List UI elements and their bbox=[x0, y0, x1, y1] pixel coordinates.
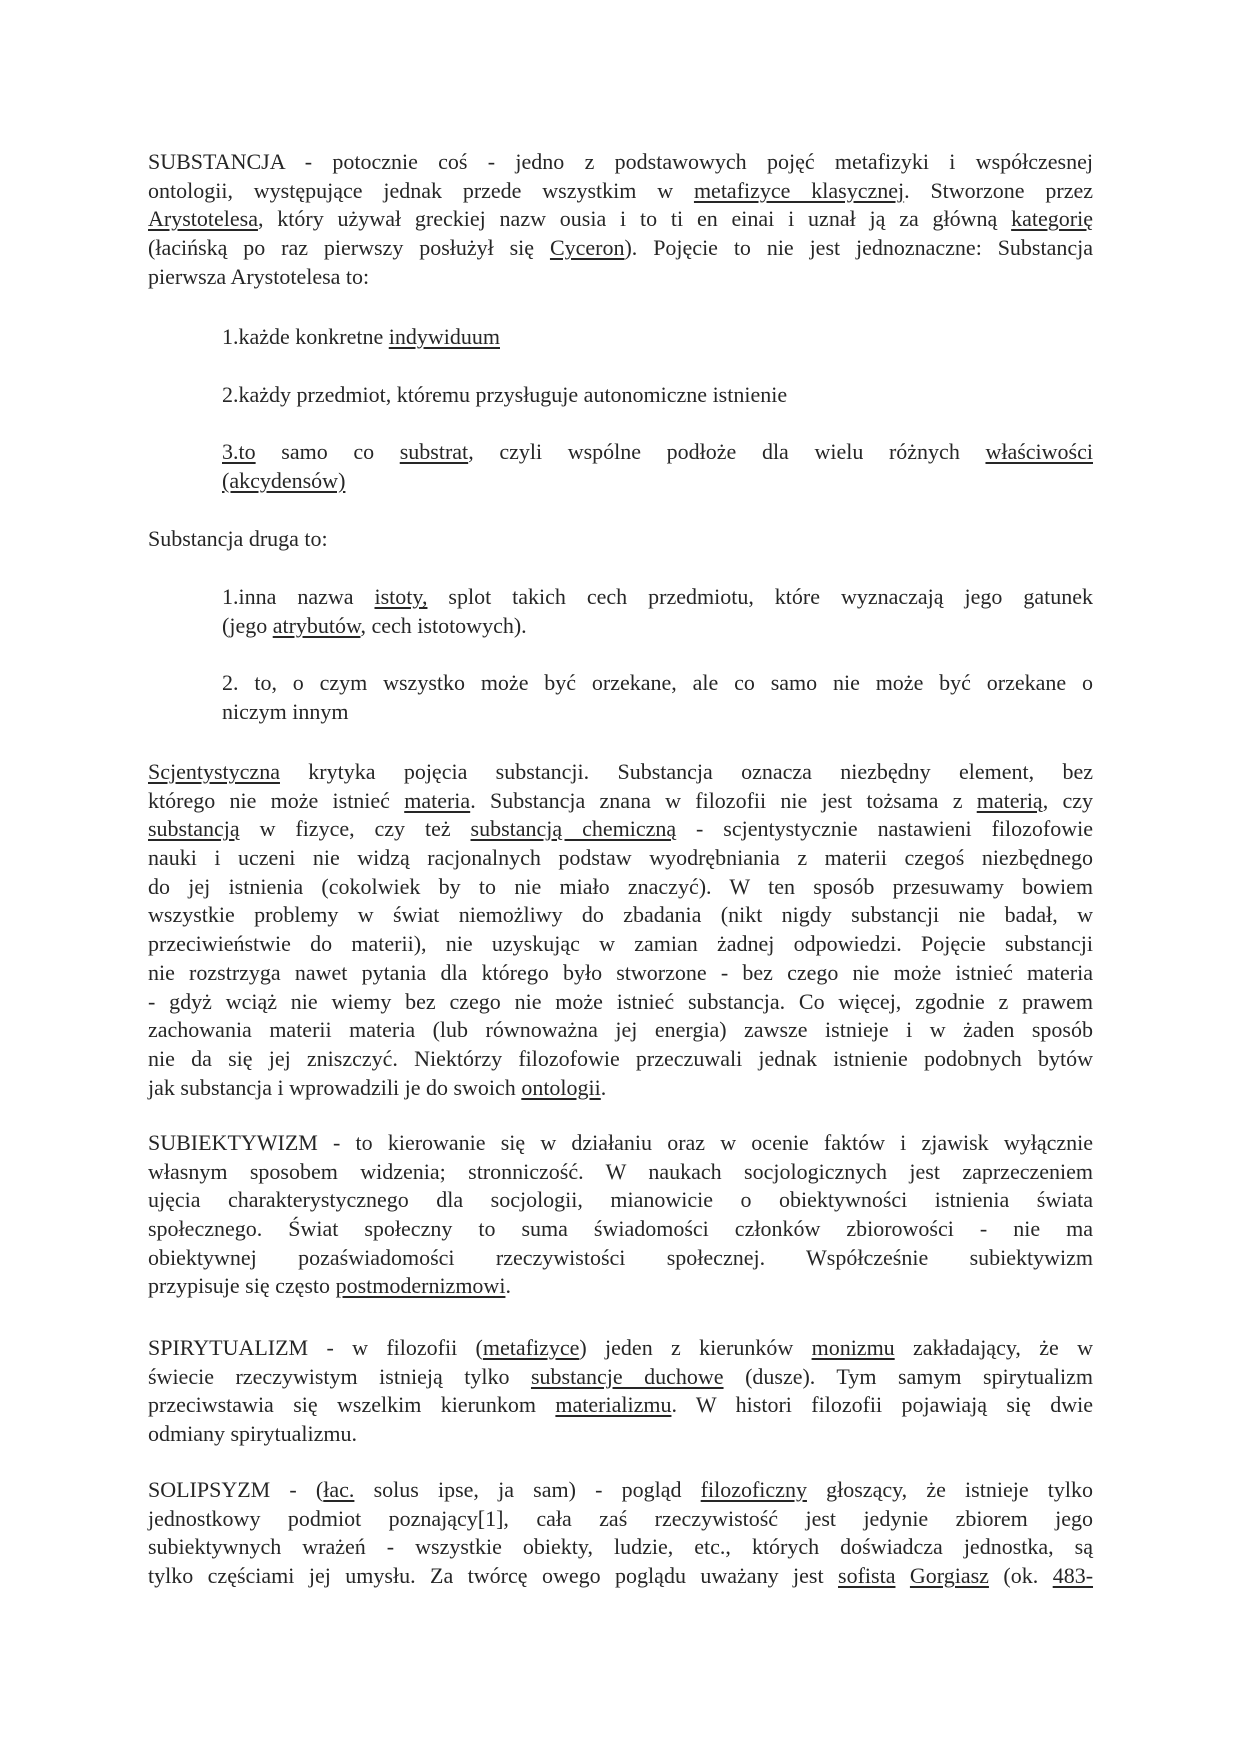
text-segment: społecznego. Świat społeczny to suma świadomości członków zbiorowości - nie ma bbox=[148, 1216, 1093, 1242]
text-line bbox=[148, 844, 1093, 873]
hyperlink[interactable]: substancją bbox=[148, 816, 240, 842]
text-segment: wszystkie problemy w świat niemożliwy do zbadania (nikt nigdy substancji nie badał, w bbox=[148, 902, 1093, 928]
hyperlink[interactable]: (akcydensów) bbox=[222, 467, 346, 493]
text-line bbox=[148, 234, 1093, 263]
text-segment: głoszący, że istnieje tylko bbox=[806, 1477, 1093, 1502]
text-segment: przypisuje się często bbox=[148, 1273, 336, 1299]
text-segment: jak substancja i wprowadzili je do swoich bbox=[148, 1074, 522, 1100]
hyperlink[interactable]: Scjentystyczna bbox=[148, 759, 280, 784]
hyperlink[interactable]: metafizyce bbox=[482, 1335, 580, 1360]
text-segment: , czyli wspólne podłoże dla wielu różnych bbox=[468, 439, 986, 464]
text-segment: . Substancja znana w filozofii nie jest tożsama z bbox=[470, 787, 977, 813]
text-line bbox=[148, 1334, 1093, 1363]
hyperlink[interactable]: 3.to bbox=[222, 439, 256, 464]
text-line bbox=[148, 1215, 1093, 1244]
text-segment: SOLIPSYZM - ( bbox=[148, 1477, 324, 1502]
text-segment: solus ipse, ja sam) - pogląd bbox=[354, 1477, 701, 1502]
text-segment: ujęcia charakterystycznego dla socjologii, mianowicie o obiektywności istnienia świata bbox=[148, 1187, 1093, 1213]
text-line bbox=[148, 177, 1093, 206]
paragraph-scjentystyczna-krytyka bbox=[148, 758, 1093, 1102]
text-line bbox=[148, 1129, 1093, 1158]
text-segment: którego nie może istnieć bbox=[148, 787, 405, 813]
text-line bbox=[148, 525, 1093, 554]
text-line bbox=[148, 1505, 1093, 1534]
text-line bbox=[148, 758, 1093, 787]
text-segment bbox=[895, 1563, 909, 1588]
text-segment: , który używał greckiej nazw ousia i to ti en einai i uznał ją za główną bbox=[257, 206, 1012, 232]
text-segment: pierwsza Arystotelesa to: bbox=[148, 263, 370, 289]
text-segment: 1.inna nazwa bbox=[222, 584, 375, 609]
hyperlink[interactable]: postmodernizmowi bbox=[335, 1273, 506, 1299]
text-segment: 2.każdy przedmiot, któremu przysługuje autonomiczne istnienie bbox=[222, 382, 788, 407]
text-segment: odmiany spirytualizmu. bbox=[148, 1421, 357, 1447]
text-segment: przeciwstawia się wszelkim kierunkom bbox=[148, 1392, 556, 1418]
text-segment: - scjentystycznie nastawieni filozofowie bbox=[676, 816, 1093, 842]
text-segment: Substancja druga to: bbox=[148, 526, 328, 551]
text-line bbox=[222, 669, 1093, 698]
text-segment: krytyka pojęcia substancji. Substancja oznacza niezbędny element, bez bbox=[279, 759, 1093, 784]
text-segment: SUBSTANCJA - potocznie coś - jedno z podstawowych pojęć metafizyki i współczesnej bbox=[148, 149, 1093, 174]
text-segment: (jego bbox=[222, 612, 273, 638]
hyperlink[interactable]: materializmu bbox=[555, 1392, 672, 1418]
text-line bbox=[148, 205, 1093, 234]
text-segment: nie da się jej zniszczyć. Niektórzy filozofowie przeczuwali jednak istnienie podobnych bytów bbox=[148, 1045, 1093, 1071]
text-line bbox=[148, 1244, 1093, 1273]
text-line bbox=[148, 148, 1093, 177]
hyperlink[interactable]: kategorię bbox=[1011, 206, 1093, 232]
text-segment: nauki i uczeni nie widzą racjonalnych podstaw wyodrębniania z materii czegoś niezbędnego bbox=[148, 845, 1093, 871]
text-line bbox=[148, 959, 1093, 988]
text-line bbox=[148, 815, 1093, 844]
text-segment: tylko częściami jej umysłu. Za twórcę owego poglądu uważany jest bbox=[148, 1563, 839, 1589]
hyperlink[interactable]: Cyceron bbox=[549, 235, 625, 261]
hyperlink[interactable]: substrat bbox=[399, 439, 469, 464]
text-line bbox=[148, 1045, 1093, 1074]
text-line bbox=[148, 787, 1093, 816]
text-segment: . bbox=[505, 1273, 511, 1299]
hyperlink[interactable]: 483- bbox=[1052, 1563, 1094, 1589]
text-line bbox=[148, 1363, 1093, 1392]
text-segment: nie rozstrzyga nawet pytania dla którego było stworzone - bez czego nie może istnieć materia bbox=[148, 959, 1093, 985]
text-segment: SPIRYTUALIZM - w filozofii ( bbox=[148, 1335, 483, 1360]
text-line bbox=[148, 1391, 1093, 1420]
hyperlink[interactable]: właściwości bbox=[985, 439, 1093, 464]
text-line bbox=[148, 988, 1093, 1017]
text-line bbox=[148, 1186, 1093, 1215]
hyperlink[interactable]: substancje duchowe bbox=[530, 1363, 724, 1389]
text-segment: jednostkowy podmiot poznający[1], cała zaś rzeczywistość jest jedynie zbiorem jego bbox=[148, 1505, 1093, 1531]
hyperlink[interactable]: filozoficzny bbox=[700, 1477, 807, 1502]
paragraph-subiektywizm bbox=[148, 1129, 1093, 1301]
text-segment: . Stworzone przez bbox=[904, 177, 1093, 203]
text-line bbox=[148, 1074, 1093, 1103]
list-item-druga-1 bbox=[222, 583, 1093, 640]
text-line bbox=[222, 698, 1093, 727]
text-line bbox=[222, 612, 1093, 641]
text-line bbox=[148, 873, 1093, 902]
text-segment: samo co bbox=[255, 439, 400, 464]
text-segment: , cech istotowych). bbox=[360, 612, 527, 638]
text-line bbox=[148, 1476, 1093, 1505]
text-segment: świecie rzeczywistym istnieją tylko bbox=[148, 1363, 531, 1389]
text-line bbox=[222, 323, 1093, 352]
text-segment: zakładający, że w bbox=[894, 1335, 1094, 1360]
text-line bbox=[222, 467, 1093, 496]
text-segment: ) jeden z kierunków bbox=[579, 1335, 812, 1360]
text-segment: przeciwieństwie do materii), nie uzyskując w zamian żadnej odpowiedzi. Pojęcie substancji bbox=[148, 931, 1093, 957]
text-segment: (łacińską po raz pierwszy posłużył się bbox=[148, 235, 550, 261]
text-line bbox=[222, 583, 1093, 612]
text-segment: ). Pojęcie to nie jest jednoznaczne: Substancja bbox=[624, 235, 1094, 261]
text-line bbox=[148, 263, 1093, 292]
text-segment: obiektywnej pozaświadomości rzeczywistości społecznej. Współcześnie subiektywizm bbox=[148, 1244, 1093, 1270]
text-line bbox=[148, 1158, 1093, 1187]
text-segment: SUBIEKTYWIZM - to kierowanie się w działaniu oraz w ocenie faktów i zjawisk wyłącznie bbox=[148, 1130, 1093, 1155]
text-segment: 1.każde konkretne bbox=[222, 324, 389, 349]
text-line bbox=[148, 930, 1093, 959]
subheading-substancja-druga bbox=[148, 525, 1093, 554]
text-segment: splot takich cech przedmiotu, które wyznaczają jego gatunek bbox=[427, 584, 1093, 609]
text-segment: ontologii, występujące jednak przede wszystkim w bbox=[148, 177, 694, 203]
hyperlink[interactable]: materią bbox=[976, 787, 1043, 813]
text-segment: w fizyce, czy też bbox=[239, 816, 471, 842]
hyperlink[interactable]: Arystotelesa bbox=[148, 206, 258, 232]
text-segment: subiektywnych wrażeń - wszystkie obiekty, ludzie, etc., których doświadcza jednostka, są bbox=[148, 1534, 1093, 1560]
list-item-1 bbox=[222, 323, 1093, 352]
hyperlink[interactable]: sofista bbox=[838, 1563, 896, 1589]
list-item-druga-2 bbox=[222, 669, 1093, 726]
text-line bbox=[148, 901, 1093, 930]
paragraph-substancja bbox=[148, 148, 1093, 291]
list-item-2 bbox=[222, 381, 1093, 410]
hyperlink[interactable]: atrybutów bbox=[272, 612, 361, 638]
paragraph-solipsyzm bbox=[148, 1476, 1093, 1591]
list-item-3 bbox=[222, 438, 1093, 495]
text-segment: do jej istnienia (cokolwiek by to nie miało znaczyć). W ten sposób przesuwamy bowiem bbox=[148, 873, 1093, 899]
text-line bbox=[148, 1272, 1093, 1301]
text-segment: , czy bbox=[1042, 787, 1093, 813]
hyperlink[interactable]: łac. bbox=[323, 1477, 355, 1502]
text-segment: niczym innym bbox=[222, 698, 349, 724]
text-line bbox=[148, 1016, 1093, 1045]
hyperlink[interactable]: Gorgiasz bbox=[909, 1563, 989, 1589]
text-segment: zachowania materii materia (lub równoważna jej energia) zawsze istnieje i w żaden sposób bbox=[148, 1017, 1093, 1043]
text-line bbox=[222, 381, 1093, 410]
text-line bbox=[148, 1533, 1093, 1562]
hyperlink[interactable]: substancją chemiczną bbox=[470, 816, 677, 842]
hyperlink[interactable]: indywiduum bbox=[388, 324, 500, 349]
text-segment: . W histori filozofii pojawiają się dwie bbox=[671, 1392, 1093, 1418]
text-line bbox=[148, 1562, 1093, 1591]
paragraph-spirytualizm bbox=[148, 1334, 1093, 1449]
text-segment: 2. to, o czym wszystko może być orzekane, ale co samo nie może być orzekane o bbox=[222, 670, 1093, 695]
text-segment: (ok. bbox=[988, 1563, 1053, 1589]
text-line bbox=[222, 438, 1093, 467]
text-line bbox=[148, 1420, 1093, 1449]
text-segment: (dusze). Tym samym spirytualizm bbox=[723, 1363, 1093, 1389]
hyperlink[interactable]: materia bbox=[404, 787, 471, 813]
hyperlink[interactable]: monizmu bbox=[811, 1335, 895, 1360]
text-segment: własnym sposobem widzenia; stronniczość. W naukach socjologicznych jest zaprzeczeniem bbox=[148, 1158, 1093, 1184]
hyperlink[interactable]: ontologii bbox=[521, 1074, 601, 1100]
hyperlink[interactable]: metafizyce klasycznej bbox=[693, 177, 905, 203]
hyperlink[interactable]: istoty, bbox=[374, 584, 428, 609]
text-segment: - gdyż wciąż nie wiemy bez czego nie może istnieć substancja. Co więcej, zgodnie z prawem bbox=[148, 988, 1093, 1014]
text-segment: . bbox=[600, 1074, 607, 1100]
